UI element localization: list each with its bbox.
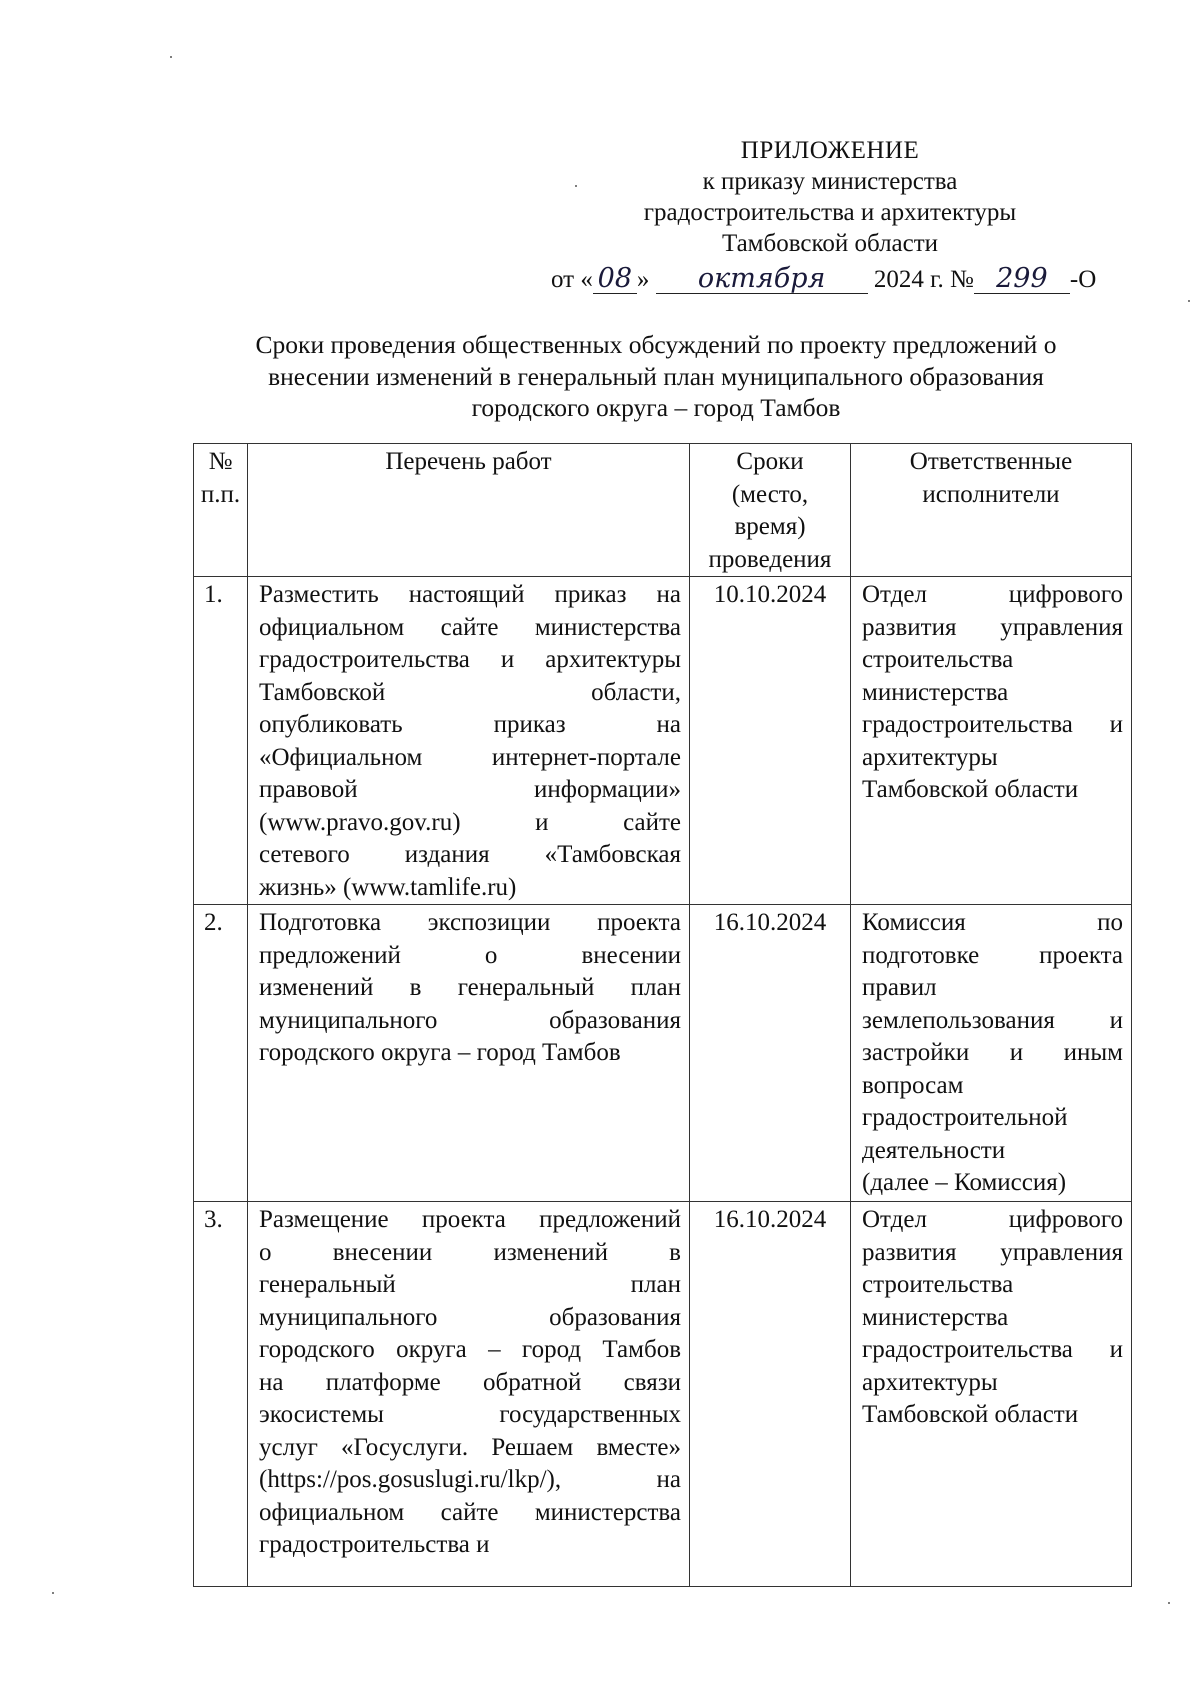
responsible-line: строительства bbox=[862, 1271, 1014, 1298]
work-line: Тамбовской области, bbox=[259, 678, 681, 706]
work-line: градостроительства и архитектуры bbox=[259, 646, 681, 673]
responsible-line: вопросам bbox=[862, 1071, 964, 1099]
scan-speck bbox=[1188, 300, 1190, 302]
responsible-line: деятельности bbox=[862, 1136, 1006, 1164]
row-work bbox=[248, 577, 690, 905]
order-prefix: от « bbox=[551, 266, 593, 293]
header-dates-line-2: (место, bbox=[731, 480, 809, 508]
scan-speck bbox=[575, 185, 577, 187]
work-line: муниципального образования bbox=[259, 1006, 681, 1034]
order-day-handwritten: 08 bbox=[593, 265, 637, 294]
work-line: городского округа – город Тамбов bbox=[259, 1336, 681, 1363]
responsible-line: Тамбовской области bbox=[862, 776, 1079, 803]
document-title bbox=[180, 329, 1132, 424]
work-line: муниципального образования bbox=[259, 1303, 681, 1331]
work-line: генеральный план bbox=[259, 1271, 681, 1298]
responsible-line: развития управления bbox=[862, 613, 1123, 641]
responsible-line: строительства bbox=[862, 646, 1014, 673]
responsible-line: подготовке проекта bbox=[862, 941, 1123, 969]
work-line: изменений в генеральный план bbox=[259, 974, 681, 1001]
header-dates-line-3: время) bbox=[734, 513, 806, 540]
responsible-line: архитектуры bbox=[862, 1368, 998, 1396]
schedule-table bbox=[193, 443, 1132, 1587]
responsible-line: (далее – Комиссия) bbox=[862, 1169, 1067, 1196]
work-line: градостроительства и bbox=[259, 1531, 490, 1558]
document-title-line-3: городского округа – город Тамбов bbox=[471, 393, 841, 422]
row-responsible bbox=[851, 1202, 1132, 1587]
row-date: 10.10.2024 bbox=[690, 577, 851, 905]
work-line: экосистемы государственных bbox=[259, 1401, 681, 1428]
responsible-line: правил bbox=[862, 974, 937, 1001]
work-line: официальном сайте министерства bbox=[259, 613, 681, 641]
responsible-line: Комиссия по bbox=[862, 909, 1123, 936]
order-month-handwritten: октября bbox=[656, 265, 868, 294]
scan-speck bbox=[1168, 1602, 1170, 1604]
responsible-line: градостроительства и bbox=[862, 711, 1123, 738]
responsible-line: Отдел цифрового bbox=[862, 1206, 1123, 1233]
work-line: Подготовка экспозиции проекта bbox=[259, 909, 681, 936]
appendix-line-2: градостроительства и архитектуры bbox=[643, 199, 1017, 226]
responsible-line: министерства bbox=[862, 1303, 1009, 1331]
header-number bbox=[194, 444, 248, 577]
row-number: 1. bbox=[194, 577, 248, 905]
scan-speck bbox=[52, 1592, 54, 1594]
row-number: 3. bbox=[194, 1202, 248, 1587]
table-header-row bbox=[194, 444, 1132, 577]
document-title-line-2: внесении изменений в генеральный план муниципального образования bbox=[268, 361, 1044, 391]
work-line: «Официальном интернет-портале bbox=[259, 743, 681, 771]
appendix-title: ПРИЛОЖЕНИЕ bbox=[740, 137, 920, 164]
row-work bbox=[248, 905, 690, 1202]
responsible-line: Отдел цифрового bbox=[862, 581, 1123, 608]
work-line: (www.pravo.gov.ru) и сайте bbox=[259, 808, 681, 836]
row-date: 16.10.2024 bbox=[690, 1202, 851, 1587]
appendix-line-3: Тамбовской области bbox=[721, 230, 939, 257]
table-row bbox=[194, 905, 1132, 1202]
appendix-header bbox=[580, 135, 1080, 259]
header-number-line-1: № bbox=[208, 448, 233, 475]
work-line: на платформе обратной связи bbox=[259, 1368, 681, 1396]
responsible-line: министерства bbox=[862, 678, 1009, 706]
row-work bbox=[248, 1202, 690, 1587]
table-row bbox=[194, 577, 1132, 905]
work-line: правовой информации» bbox=[259, 776, 681, 803]
work-line: предложений о внесении bbox=[259, 941, 681, 969]
order-reference bbox=[551, 264, 1096, 295]
row-responsible bbox=[851, 905, 1132, 1202]
row-date: 16.10.2024 bbox=[690, 905, 851, 1202]
header-dates-line-4: проведения bbox=[708, 545, 832, 573]
work-line: сетевого издания «Тамбовская bbox=[259, 841, 681, 868]
work-line: официальном сайте министерства bbox=[259, 1498, 681, 1526]
responsible-line: Тамбовской области bbox=[862, 1401, 1079, 1428]
work-line: Разместить настоящий приказ на bbox=[259, 581, 681, 608]
work-line: опубликовать приказ на bbox=[259, 711, 681, 738]
appendix-line-1: к приказу министерства bbox=[702, 168, 958, 195]
responsible-line: застройки и иным bbox=[862, 1039, 1123, 1066]
row-responsible bbox=[851, 577, 1132, 905]
scan-speck bbox=[170, 56, 172, 58]
responsible-line: землепользования и bbox=[862, 1006, 1123, 1034]
responsible-line: развития управления bbox=[862, 1238, 1123, 1266]
header-responsible bbox=[851, 444, 1132, 577]
work-line: (https://pos.gosuslugi.ru/lkp/), на bbox=[259, 1466, 681, 1493]
order-suffix: -О bbox=[1069, 266, 1097, 293]
work-line: о внесении изменений в bbox=[259, 1238, 681, 1266]
order-year: 2024 г. № bbox=[873, 266, 974, 293]
work-line: городского округа – город Тамбов bbox=[259, 1039, 621, 1066]
responsible-line: градостроительной bbox=[862, 1104, 1068, 1131]
header-responsible-line-1: Ответственные bbox=[909, 448, 1073, 475]
responsible-line: градостроительства и bbox=[862, 1336, 1123, 1363]
responsible-line: архитектуры bbox=[862, 743, 998, 771]
work-line: жизнь» (www.tamlife.ru) bbox=[259, 873, 517, 901]
header-works: Перечень работ bbox=[248, 444, 690, 577]
header-number-line-2: п.п. bbox=[200, 480, 241, 508]
header-dates bbox=[690, 444, 851, 577]
work-line: Размещение проекта предложений bbox=[259, 1206, 681, 1233]
order-number-handwritten: 299 bbox=[974, 265, 1070, 294]
header-dates-line-1: Сроки bbox=[736, 448, 804, 475]
header-responsible-line-2: исполнители bbox=[922, 480, 1060, 508]
table-row bbox=[194, 1202, 1132, 1587]
work-line: услуг «Госуслуги. Решаем вместе» bbox=[259, 1433, 681, 1461]
document-title-line-1: Сроки проведения общественных обсуждений по проекту предложений о bbox=[255, 330, 1057, 359]
row-number: 2. bbox=[194, 905, 248, 1202]
order-mid: » bbox=[636, 266, 650, 293]
